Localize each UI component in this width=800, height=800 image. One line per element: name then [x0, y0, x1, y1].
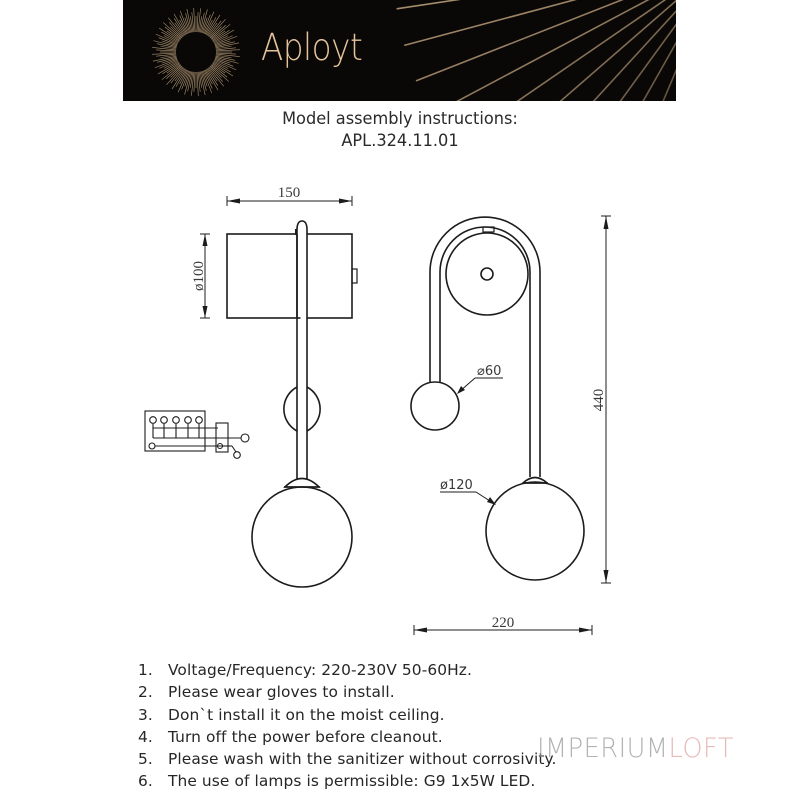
brand-name: Aployt: [261, 26, 363, 69]
instruction-item: 5. Please wash with the sanitizer without corrosivity.: [138, 750, 557, 769]
depth-dimension-label: 220: [491, 615, 515, 631]
front-view: [200, 196, 357, 587]
height-dimension-label: 440: [591, 388, 607, 412]
instruction-item: 1. Voltage/Frequency: 220-230V 50-60Hz.: [138, 661, 472, 679]
small-ball-diameter-label: ⌀60: [477, 364, 502, 379]
width-dimension-label: 150: [277, 185, 301, 201]
watermark-logo: IMPERIUMLOFT: [537, 733, 734, 764]
side-view: [411, 216, 611, 635]
large-ball-diameter-label: ø120: [440, 478, 473, 493]
instruction-item: 4. Turn off the power before cleanout.: [138, 727, 443, 746]
instruction-item: 2. Please wear gloves to install.: [138, 683, 395, 702]
model-number: APL.324.11.01: [341, 131, 459, 150]
canopy-diameter-label: ø100: [191, 261, 207, 291]
title-line-1: Model assembly instructions:: [282, 109, 518, 128]
terminal-block-wiring-icon: [145, 411, 249, 458]
instructions-list: [138, 659, 556, 793]
instruction-item: 6. The use of lamps is permissible: G9 1x5W LED.: [138, 772, 536, 791]
instruction-item: 3. Don`t install it on the moist ceiling.: [138, 705, 445, 724]
